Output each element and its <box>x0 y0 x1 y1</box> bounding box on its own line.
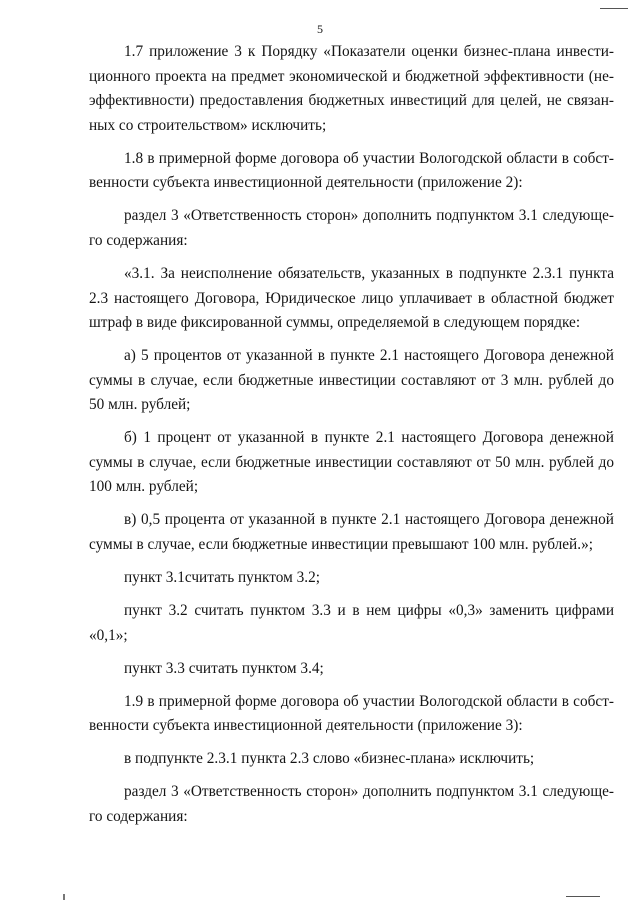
paragraph-renumber-3-3: пункт 3.3 считать пунктом 3.4; <box>124 659 324 677</box>
paragraph-3-1-quote: «3.1. За неисполнение обязательств, указанных в подпункте 2.3.1 пункта 2.3 настоящего Договора, Юридическое лицо уплачивает в областной бюджет штраф в виде фиксированной суммы, определяемой в следующем порядке: <box>89 264 614 332</box>
document-body <box>89 40 614 838</box>
paragraph-2-3-1-amend: в подпункте 2.3.1 пункта 2.3 слово «бизнес-плана» исключить; <box>124 750 535 768</box>
scan-dot-bottom-left <box>63 894 65 900</box>
paragraph-section-3-amend-2: раздел 3 «Ответственность сторон» дополнить подпунктом 3.1 следующего содержания: <box>89 783 614 825</box>
paragraph-item-b: б) 1 процент от указанной в пункте 2.1 настоящего Договора денежной суммы в случае, если бюджетные инвестиции составляют от 50 млн. рублей до 100 млн. рублей; <box>89 429 614 496</box>
paragraph-renumber-3-1: пункт 3.1считать пунктом 3.2; <box>124 569 320 587</box>
scan-mark-top-right <box>600 8 628 9</box>
paragraph-item-v: в) 0,5 процента от указанной в пункте 2.1 настоящего Договора денежной суммы в случае, если бюджетные инвестиции превышают 100 млн. рублей.»; <box>89 511 614 554</box>
paragraph-1-7: 1.7 приложение 3 к Порядку «Показатели оценки бизнес-плана инвестиционного проекта на предмет экономической и бюджетной эффективности (неэффективности) предоставления бюджетных инвестиций для целей, не связанных со строительством» исключить; <box>89 43 614 134</box>
paragraph-section-3-amend: раздел 3 «Ответственность сторон» дополнить подпунктом 3.1 следующего содержания: <box>89 207 614 249</box>
scan-mark-bottom-right <box>566 896 600 897</box>
paragraph-renumber-3-2: пункт 3.2 считать пунктом 3.3 и в нем цифры «0,3» заменить цифрами «0,1»; <box>89 602 614 644</box>
page-number: 5 <box>317 22 323 36</box>
paragraph-item-a: а) 5 процентов от указанной в пункте 2.1 настоящего Договора денежной суммы в случае, если бюджетные инвестиции составляют от 3 млн. рублей до 50 млн. рублей; <box>89 347 614 414</box>
paragraph-1-9: 1.9 в примерной форме договора об участии Вологодской области в собственности субъекта инвестиционной деятельности (приложение 3): <box>89 692 614 735</box>
paragraph-1-8: 1.8 в примерной форме договора об участии Вологодской области в собственности субъекта инвестиционной деятельности (приложение 2): <box>89 149 614 192</box>
